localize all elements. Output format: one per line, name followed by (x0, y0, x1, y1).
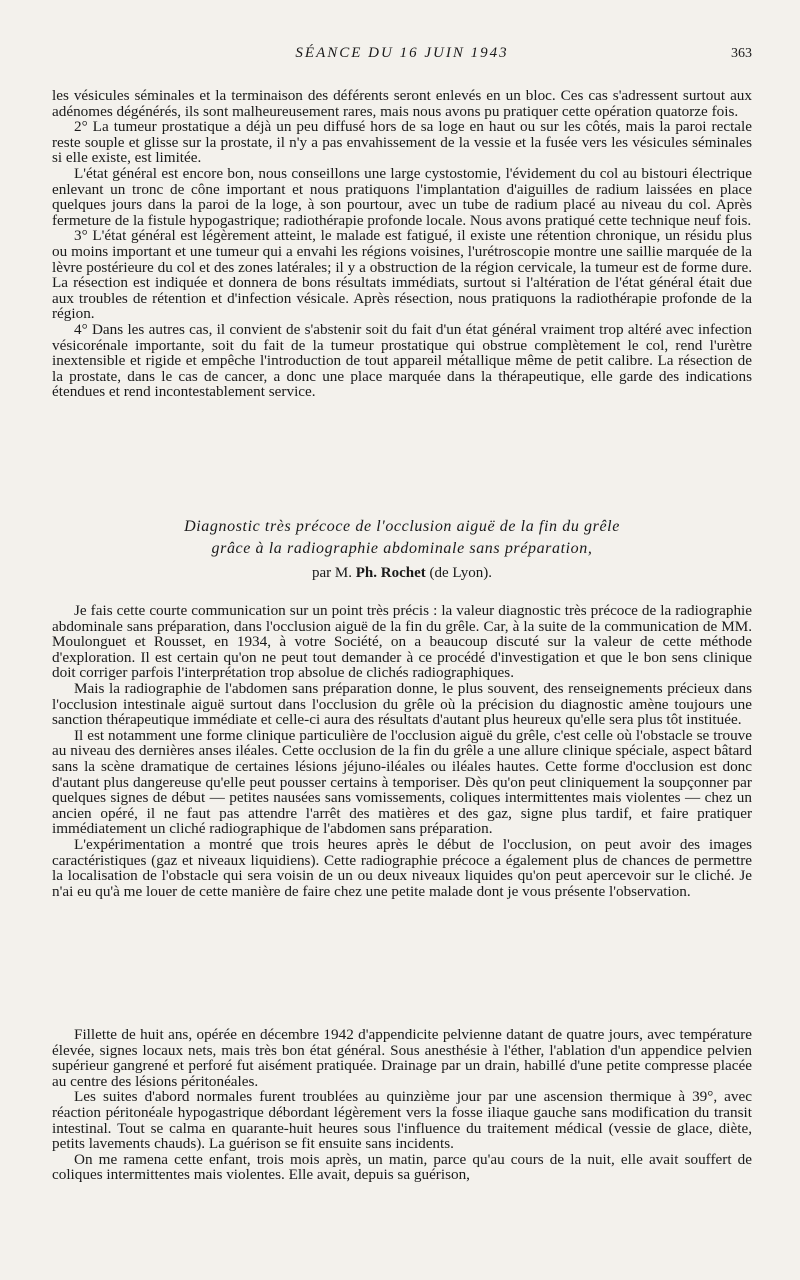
byline-suffix: (de Lyon). (429, 565, 492, 581)
previous-article-text (52, 88, 752, 400)
byline-prefix: par M. (312, 565, 352, 581)
paragraph: L'expérimentation a montré que trois heures après le début de l'occlusion, on peut avoir des images caractéristiques (gaz et niveaux liquidiens). Cette radiographie précoce a également plus de chances de permettre la localisation de l'obstacle qui sera voisin de un ou deux niveaux liquides qu'on peut apercevoir sur le cliché. Je n'ai eu qu'à me louer de cette manière de faire chez une petite malade dont je vous présente l'observation. (52, 835, 752, 900)
article-title (52, 516, 752, 560)
article-body (52, 603, 752, 899)
document-page (52, 0, 752, 1184)
case-report (52, 1027, 752, 1183)
running-head (52, 0, 752, 70)
paragraph: 4° Dans les autres cas, il convient de s'abstenir soit du fait d'un état général vraiment trop altéré avec infection vésicorénale importante, soit du fait de la tumeur prostatique qui obstrue complètement le col, rend l'urètre inextensible et rigide et empêche l'introduction de tout appareil métallique même de petit calibre. La résection de la prostate, dans le cas de cancer, a donc une place marquée dans la thérapeutique, elle garde des indications étendues et rend incontestablement service. (52, 320, 752, 401)
running-title: SÉANCE DU 16 JUIN 1943 (295, 45, 509, 61)
paragraph: Mais la radiographie de l'abdomen sans préparation donne, le plus souvent, des renseignements précieux dans l'occlusion intestinale aiguë surtout dans l'occlusion du grêle où la précision du diagnostic amène toujours une sanction thérapeutique immédiate et celle-ci aura des résultats d'autant plus heureux qu'elle sera plus tôt instituée. (52, 679, 752, 729)
author-name: Ph. Rochet (355, 565, 426, 581)
article-title-line: Diagnostic très précoce de l'occlusion aiguë de la fin du grêle (184, 518, 620, 535)
paragraph: 3° L'état général est légèrement atteint, le malade est fatigué, il existe une rétention chronique, un résidu plus ou moins important et une tumeur qui a envahi les régions voisines, l'urétroscopie montre une saillie marquée de la lèvre postérieure du col et des zones latérales; il y a obstruction de la région cervicale, la tumeur est de forme dure. La résection est indiquée et donnera de bons résultats immédiats, surtout si l'altération de l'état général était due aux troubles de rétention et d'infection vésicale. Après résection, nous pratiquons la radiothérapie profonde de la région. (52, 227, 752, 323)
paragraph: Je fais cette courte communication sur un point très précis : la valeur diagnostic très précoce de la radiographie abdominale sans préparation, dans l'occlusion aiguë de la fin du grêle. Car, à la suite de la communication de MM. Moulonguet et Rousset, en 1934, à votre Société, on a beaucoup discuté sur la valeur de cette méthode d'exploration. Il est certain qu'on ne peut tout demander à ce procédé d'investigation et que le bon sens clinique doit corriger parfois l'interprétation trop absolue de clichés radiographiques. (52, 602, 752, 682)
page-number: 363 (731, 46, 752, 61)
paragraph: Les suites d'abord normales furent troublées au quinzième jour par une ascension thermique à 39°, avec réaction péritonéale hypogastrique débordant légèrement vers la fosse iliaque gauche sans modification du transit intestinal. Tout se calma en quarante-huit heures sous l'influence du traitement médical (vessie de glace, diète, petits lavements chauds). La guérison se fit ensuite sans incidents. (52, 1088, 752, 1153)
paragraph: On me ramena cette enfant, trois mois après, un matin, parce qu'au cours de la nuit, elle avait souffert de coliques intermittentes mais violentes. Elle avait, depuis sa guérison, (52, 1150, 752, 1184)
byline (52, 565, 752, 582)
paragraph: Fillette de huit ans, opérée en décembre 1942 d'appendicite pelvienne datant de quatre jours, avec température élevée, signes locaux nets, mais très bon état général. Sous anesthésie à l'éther, l'ablation d'un appendice pelvien supérieur gangrené et perforé fut aisément pratiquée. Drainage par un drain, habillé d'une petite compresse placée au centre des lésions péritonéales. (52, 1026, 752, 1090)
paragraph: L'état général est encore bon, nous conseillons une large cystostomie, l'évidement du col au bistouri électrique enlevant un tronc de cône important et nous pratiquons l'implantation d'aiguilles de radium laissées en place quelques jours dans la paroi de la loge, à son pourtour, avec un tube de radium placé au niveau du col. Après fermeture de la fistule hypogastrique; radiothérapie profonde locale. Nous avons pratiqué cette technique neuf fois. (52, 164, 752, 229)
paragraph: les vésicules séminales et la terminaison des déférents seront enlevés en un bloc. Ces cas s'adressent surtout aux adénomes dégénérés, ils sont malheureusement rares, mais nous avons pu pratiquer cette opération quatorze fois. (52, 87, 752, 120)
article-title-line: grâce à la radiographie abdominale sans préparation, (211, 540, 593, 557)
paragraph: Il est notamment une forme clinique particulière de l'occlusion aiguë du grêle, c'est celle où l'obstacle se trouve au niveau des dernières anses iléales. Cette occlusion de la fin du grêle a une allure clinique spéciale, aspect bâtard sans la scène dramatique de certaines lésions jéjuno-iléales ou iléales hautes. Cette forme d'occlusion est donc d'autant plus dangereuse qu'elle peut pousser certains à temporiser. Dès qu'on peut cliniquement la soupçonner par quelques signes de début — petites nausées sans vomissements, coliques intermittentes mais violentes — chez un ancien opéré, il ne faut pas attendre l'arrêt des matières et des gaz, signe plus tardif, et faire pratiquer immédiatement un cliché radiographique de l'abdomen sans préparation. (52, 726, 752, 838)
paragraph: 2° La tumeur prostatique a déjà un peu diffusé hors de sa loge en haut ou sur les côtés, mais la paroi rectale reste souple et glisse sur la prostate, il n'y a pas envahissement de la vessie et la fusée vers les vésicules séminales si elle existe, est limitée. (52, 118, 752, 167)
